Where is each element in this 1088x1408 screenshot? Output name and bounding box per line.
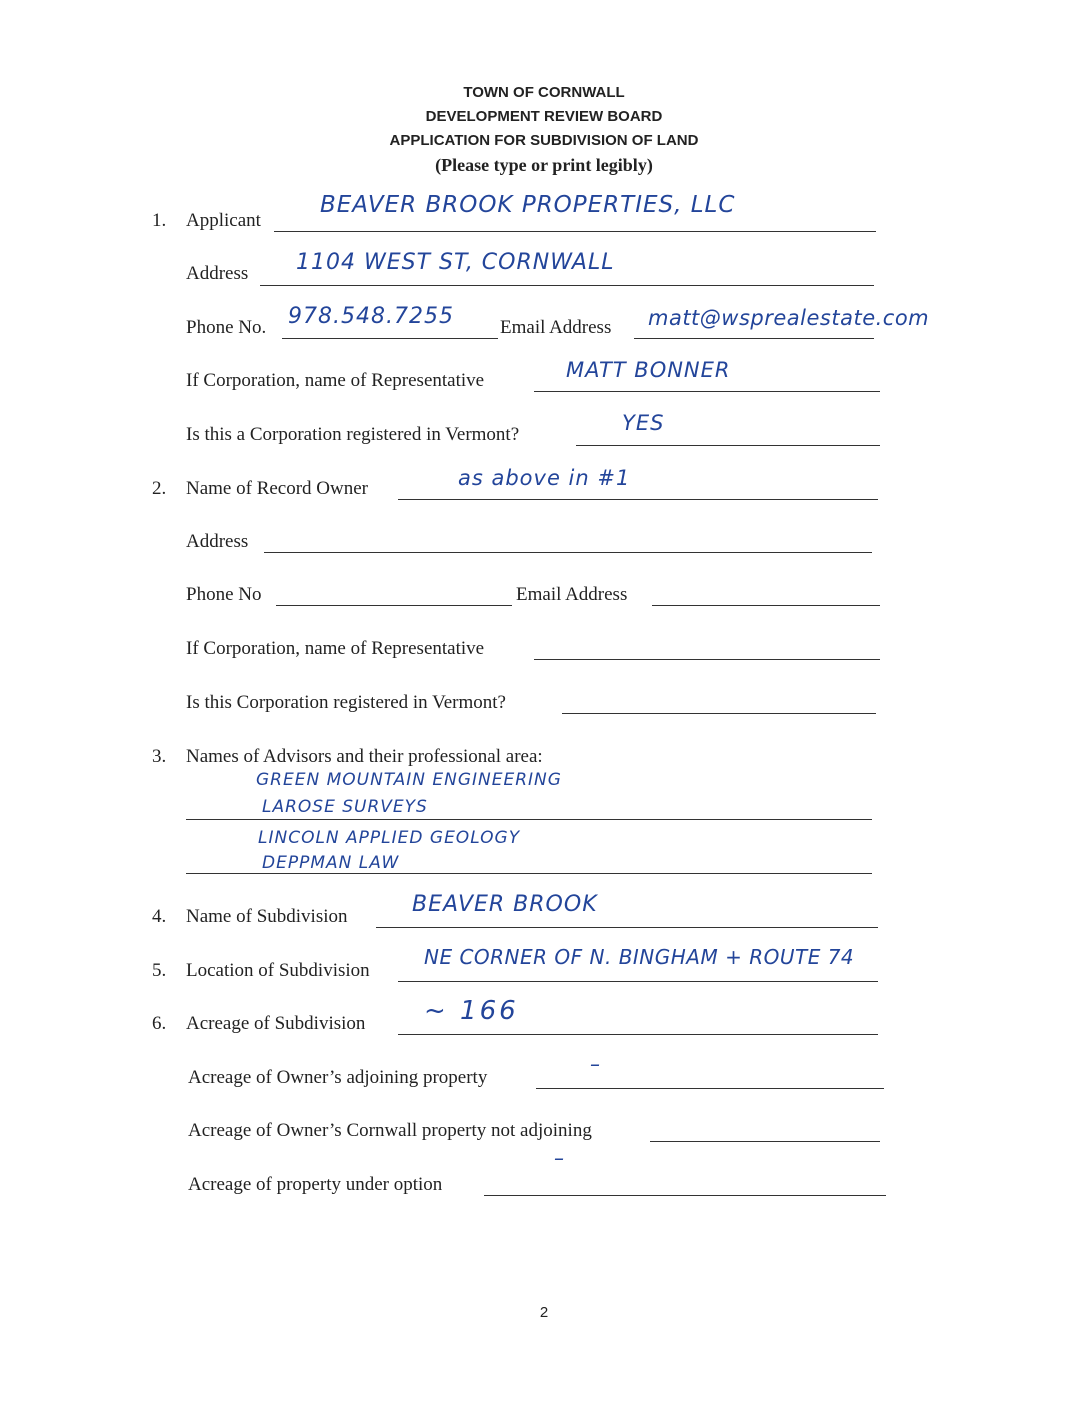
applicant-label: Applicant — [186, 210, 261, 231]
corp-rep2-field[interactable] — [534, 659, 880, 660]
item-number-6: 6. — [152, 1013, 167, 1034]
subdivision-name-value: BEAVER BROOK — [412, 892, 598, 917]
subdivision-acreage-field[interactable] — [398, 1034, 878, 1035]
advisor-value-2: LAROSE SURVEYS — [262, 797, 428, 817]
phone-field[interactable] — [282, 338, 498, 339]
subdivision-acreage-value: ~ 166 — [424, 996, 519, 1026]
advisors-label: Names of Advisors and their professional area: — [186, 746, 543, 767]
not-adjoining-field[interactable] — [650, 1141, 880, 1142]
corp-reg2-field[interactable] — [562, 713, 876, 714]
email2-label: Email Address — [516, 584, 628, 605]
record-owner-field[interactable] — [398, 499, 878, 500]
address-label: Address — [186, 263, 249, 284]
header-application-title: APPLICATION FOR SUBDIVISION OF LAND — [389, 132, 699, 149]
subdivision-location-value: NE CORNER OF N. BINGHAM + ROUTE 74 — [424, 945, 855, 969]
adjoining-value: – — [590, 1052, 601, 1076]
item-number-5: 5. — [152, 960, 167, 981]
under-option-label: Acreage of property under option — [188, 1174, 443, 1195]
corp-reg-value: YES — [622, 411, 665, 435]
phone-value: 978.548.7255 — [288, 304, 454, 329]
phone2-label: Phone No — [186, 584, 262, 605]
subdivision-acreage-label: Acreage of Subdivision — [186, 1013, 366, 1034]
advisor-value-1: GREEN MOUNTAIN ENGINEERING — [256, 770, 562, 790]
email-field[interactable] — [634, 338, 874, 339]
record-owner-label: Name of Record Owner — [186, 478, 369, 499]
subdivision-location-field[interactable] — [398, 981, 878, 982]
not-adjoining-label: Acreage of Owner’s Cornwall property not adjoining — [188, 1120, 592, 1141]
advisor-value-3: LINCOLN APPLIED GEOLOGY — [258, 828, 521, 848]
header-instruction: (Please type or print legibly) — [435, 155, 653, 175]
item-number-4: 4. — [152, 906, 167, 927]
advisors-field-1[interactable] — [186, 819, 872, 820]
under-option-value: – — [554, 1146, 565, 1170]
corp-reg2-label: Is this Corporation registered in Vermont? — [186, 692, 506, 713]
address2-label: Address — [186, 531, 249, 552]
subdivision-name-label: Name of Subdivision — [186, 906, 348, 927]
under-option-field[interactable] — [484, 1195, 886, 1196]
applicant-field[interactable] — [274, 231, 876, 232]
header-board: DEVELOPMENT REVIEW BOARD — [425, 108, 663, 125]
header-town: TOWN OF CORNWALL — [463, 84, 625, 101]
subdivision-name-field[interactable] — [376, 927, 878, 928]
phone2-field[interactable] — [276, 605, 512, 606]
adjoining-label: Acreage of Owner’s adjoining property — [188, 1067, 488, 1088]
item-number-3: 3. — [152, 746, 167, 767]
phone-label: Phone No. — [186, 317, 267, 338]
subdivision-location-label: Location of Subdivision — [186, 960, 370, 981]
corp-rep2-label: If Corporation, name of Representative — [186, 638, 485, 659]
corp-rep-label: If Corporation, name of Representative — [186, 370, 485, 391]
corp-rep-field[interactable] — [534, 391, 880, 392]
address-value: 1104 WEST ST, CORNWALL — [296, 250, 615, 275]
advisors-field-2[interactable] — [186, 873, 872, 874]
corp-rep-value: MATT BONNER — [566, 358, 731, 382]
advisor-value-4: DEPPMAN LAW — [262, 853, 400, 873]
record-owner-value: as above in #1 — [458, 466, 631, 490]
email-label: Email Address — [500, 317, 612, 338]
item-number-2: 2. — [152, 478, 167, 499]
address-field[interactable] — [260, 285, 874, 286]
corp-reg-field[interactable] — [576, 445, 880, 446]
page-number: 2 — [539, 1304, 549, 1321]
item-number-1: 1. — [152, 210, 167, 231]
address2-field[interactable] — [264, 552, 872, 553]
applicant-value: BEAVER BROOK PROPERTIES, LLC — [320, 192, 736, 218]
email2-field[interactable] — [652, 605, 880, 606]
adjoining-field[interactable] — [536, 1088, 884, 1089]
corp-reg-label: Is this a Corporation registered in Vermont? — [186, 424, 520, 445]
email-value: matt@wsprealestate.com — [648, 306, 930, 330]
